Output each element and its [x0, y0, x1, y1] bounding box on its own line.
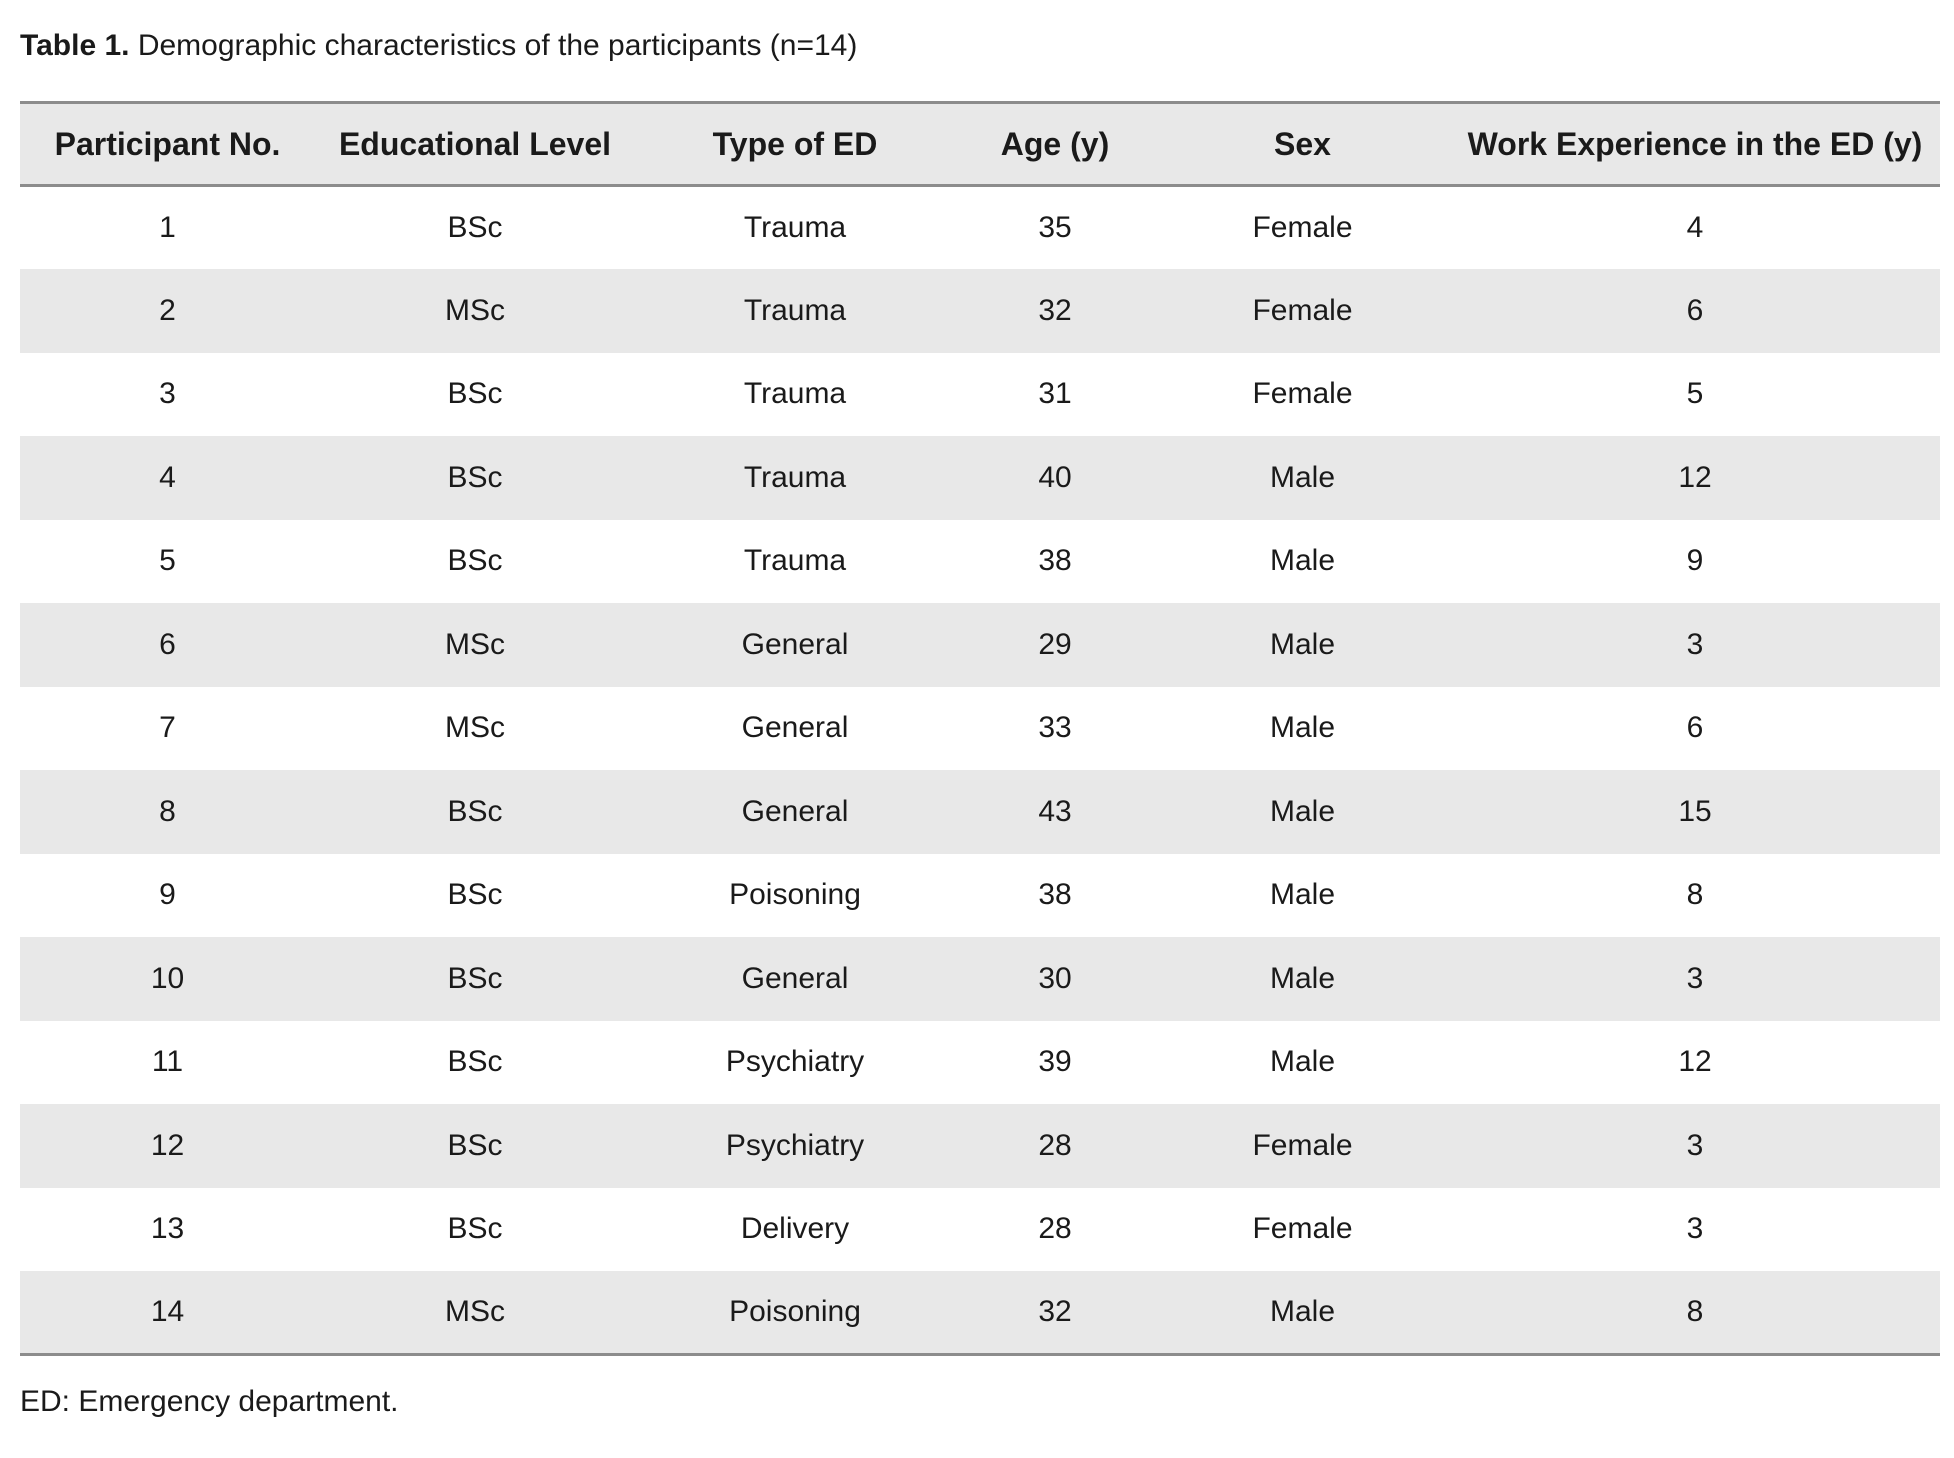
table-cell: 8 [1686, 1295, 1704, 1328]
table-cell: BSc [447, 1045, 503, 1079]
table-cell: BSc [447, 878, 503, 912]
column-header: Type of ED [635, 103, 955, 186]
table-row [20, 1104, 1940, 1188]
table-row [20, 603, 1940, 687]
table-cell: Trauma [743, 460, 847, 494]
table-cell: 6 [1686, 293, 1704, 327]
table-cell: 4 [1686, 211, 1704, 244]
table-cell: BSc [447, 377, 503, 411]
table-cell: General [741, 627, 849, 661]
table-cell: 35 [1038, 211, 1072, 244]
table-cell: Male [1269, 794, 1336, 828]
table-cell: Male [1269, 961, 1336, 995]
table-cell: Male [1269, 1045, 1336, 1079]
table-cell: 8 [159, 794, 176, 828]
table-cell: 39 [1038, 1045, 1072, 1079]
table-cell: Female [1252, 293, 1353, 327]
table-cell: 43 [1038, 794, 1072, 828]
table-cell: Male [1269, 627, 1336, 661]
table-cell: 12 [1678, 1045, 1712, 1079]
table-cell: Trauma [743, 544, 847, 578]
table-cell: BSc [447, 211, 503, 244]
table-cell: 7 [159, 711, 176, 745]
header-row [20, 103, 1940, 186]
column-header: Sex [1155, 103, 1450, 186]
table-footnote: ED: Emergency department. [20, 1385, 399, 1418]
table-cell: 12 [150, 1128, 185, 1162]
table-cell: 5 [159, 544, 176, 578]
table-cell: 10 [150, 961, 185, 995]
table-cell: BSc [447, 1212, 503, 1246]
table-cell: 8 [1686, 878, 1704, 912]
table-body [20, 186, 1940, 1355]
table-cell: 32 [1038, 293, 1072, 327]
column-header: Participant No. [20, 103, 315, 186]
table-cell: Female [1252, 211, 1353, 244]
demographics-table [20, 101, 1940, 1356]
table-cell: 4 [159, 460, 176, 494]
table-row [20, 854, 1940, 938]
table-cell: 9 [159, 878, 176, 912]
table-cell: 30 [1038, 961, 1072, 995]
column-header: Work Experience in the ED (y) [1450, 103, 1940, 186]
table-cell: Delivery [740, 1212, 850, 1246]
table-cell: Male [1269, 460, 1336, 494]
table-row [20, 687, 1940, 771]
table-row [20, 436, 1940, 520]
table-cell: 5 [1686, 377, 1704, 411]
table-cell: Female [1252, 1212, 1353, 1246]
column-header: Age (y) [955, 103, 1155, 186]
column-header: Educational Level [315, 103, 635, 186]
table-cell: Female [1252, 1128, 1353, 1162]
table-cell: General [741, 961, 849, 995]
table-cell: 11 [151, 1045, 184, 1079]
table-cell: MSc [445, 1295, 505, 1328]
table-cell: 12 [1678, 460, 1712, 494]
table-cell: 14 [150, 1295, 185, 1328]
table-cell: MSc [445, 293, 505, 327]
table-cell: MSc [445, 627, 505, 661]
table-cell: 3 [1686, 627, 1704, 661]
table-row [20, 520, 1940, 604]
table-cell: 28 [1038, 1128, 1072, 1162]
table-cell: Trauma [743, 377, 847, 411]
table-row [20, 937, 1940, 1021]
table-cell: Psychiatry [725, 1128, 865, 1162]
table-cell: 38 [1038, 878, 1072, 912]
table-cell: Male [1269, 1295, 1336, 1328]
table-cell: Poisoning [729, 1295, 861, 1328]
table-cell: 31 [1038, 377, 1072, 411]
table-row [20, 1188, 1940, 1272]
table-cell: 6 [1686, 711, 1704, 745]
table-cell: 3 [1686, 961, 1704, 995]
table-cell: Male [1269, 711, 1336, 745]
table-cell: 1 [159, 211, 176, 244]
table-cell: Trauma [743, 211, 847, 244]
table-header [20, 103, 1940, 186]
table-row [20, 269, 1940, 353]
table-cell: BSc [447, 794, 503, 828]
table-cell: 3 [1686, 1212, 1704, 1246]
table-cell: BSc [447, 1128, 503, 1162]
table-cell: General [741, 711, 849, 745]
table-cell: BSc [447, 460, 503, 494]
table-row [20, 1021, 1940, 1105]
table-cell: 32 [1038, 1295, 1072, 1328]
table-cell: Male [1269, 878, 1336, 912]
table-cell: Trauma [743, 293, 847, 327]
table-cell: Female [1252, 377, 1353, 411]
table-cell: Male [1269, 544, 1336, 578]
table-row [20, 186, 1940, 270]
table-cell: General [741, 794, 849, 828]
table-cell: Psychiatry [725, 1045, 865, 1079]
table-row [20, 1271, 1940, 1355]
table-cell: BSc [447, 544, 503, 578]
table-cell: 33 [1038, 711, 1072, 745]
table-cell: 13 [150, 1212, 185, 1246]
table-cell: 6 [159, 627, 176, 661]
table-cell: 29 [1038, 627, 1072, 661]
table-row [20, 353, 1940, 437]
table-row [20, 770, 1940, 854]
table-cell: 40 [1038, 460, 1072, 494]
table-caption [20, 22, 857, 70]
table-cell: 3 [159, 377, 176, 411]
table-cell: 15 [1678, 794, 1712, 828]
table-cell: Poisoning [729, 878, 861, 912]
table-cell: MSc [445, 711, 505, 745]
table-cell: 28 [1038, 1212, 1072, 1246]
table-cell: 38 [1038, 544, 1072, 578]
table-cell: BSc [447, 961, 503, 995]
table-cell: 9 [1686, 544, 1704, 578]
table-cell: 3 [1686, 1128, 1704, 1162]
table-cell: 2 [159, 293, 176, 327]
table-caption-label: Table 1. [20, 29, 130, 62]
table-caption-text: Demographic characteristics of the participants (n=14) [137, 29, 858, 62]
